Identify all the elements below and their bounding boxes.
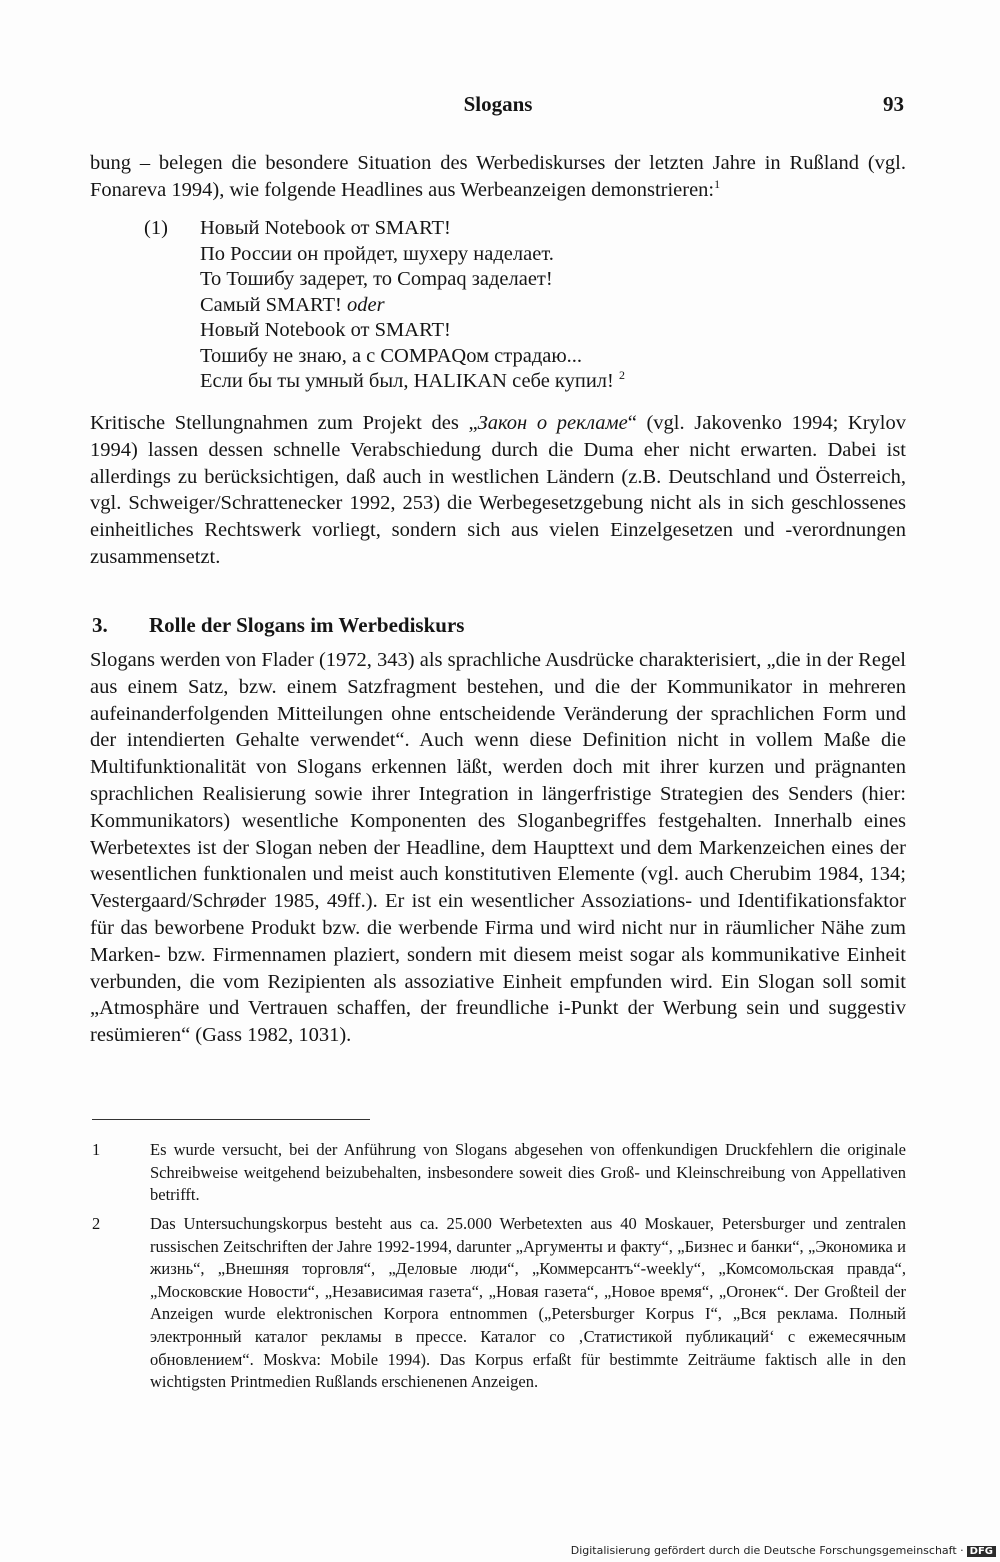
footnote-text: Es wurde versucht, bei der Anführung von Slogans abgesehen von offenkundigen Druckfehlern die originale Schreibweise weitgehend beizubehalten, insbesondere soweit dies Groß- und Kleinschreibung von Appellativen betrifft.	[150, 1140, 906, 1205]
intro-paragraph	[90, 150, 906, 204]
digitization-credit	[571, 1544, 996, 1557]
oder-word: oder	[346, 293, 385, 316]
footnote-text: Das Untersuchungskorpus besteht aus ca. 25.000 Werbetexten aus 40 Moskauer, Petersburger und zentralen russischen Zeitschriften der Jahre 1992-1994, darunter „Аргументы и факту“, „Бизнес и банки“, „Экономика и жизнь“, „Внешняя торговля“, „Деловые люди“, „Коммерсантъ“-weekly“, „Комсомольская правда“, „Московские Новости“, „Независимая газета“, „Новая газета“, „Новое время“, „Огонек“. Der Großteil der Anzeigen wurde elektronischen Korpora entnommen („Petersburger Korpus I“, „Вся реклама. Полный электронный каталог рекламы в прессе. Каталог со ‚Статистикой публикаций‘ с ежемесячным обновлением“. Moskva: Mobile 1994). Das Korpus erfaßt für bestimmte Zeiträume faktisch alle in den wichtigsten Printmedien Rußlands erschienenen Anzeigen.	[150, 1214, 906, 1392]
example-line: Новый Notebook от SMART!	[200, 217, 451, 239]
example-line: Самый SMART!	[200, 293, 342, 316]
example-line-with-ref	[200, 369, 625, 395]
running-header	[92, 92, 904, 130]
example-line: Если бы ты умный был, HALIKAN себе купил!	[200, 370, 614, 392]
law-title: Закон о рекламе	[477, 412, 628, 434]
paragraph-critique	[90, 410, 906, 571]
footnote-ref-2[interactable]: 2	[618, 368, 625, 382]
page-number: 93	[883, 92, 904, 116]
example-line: Тошибу не знаю, а с COMPAQом страдаю...	[200, 344, 583, 367]
example-lines	[200, 216, 625, 395]
example-line: По России он пройдет, шухеру наделает.	[200, 242, 554, 265]
example-number: (1)	[144, 217, 168, 239]
section-number: 3.	[92, 613, 108, 637]
footnote-1	[92, 1139, 906, 1207]
section-title: Rolle der Slogans im Werbediskurs	[149, 613, 465, 637]
para1-text-b: “ (vgl. Jakovenko 1994; Krylov 1994) lassen dessen schnelle Verabschiedung durch die Duma eher nicht erwarten. Dabei ist allerdings zu berücksichtigen, daß auch in westlichen Ländern (z.B. Deutschland und Österreich, vgl. Schweiger/Schrattenecker 1992, 253) die Werbegesetzgebung nicht als in sich geschlossenes einheitliches Rechtswerk vorliegt, sondern sich aus vielen Einzelgesetzen und -verordnungen zusammensetzt.	[90, 412, 907, 568]
intro-text: bung – belegen die besondere Situation des Werbediskurses der letzten Jahre in Rußland (vgl. Fonareva 1994), wie folgende Headlines aus Werbeanzeigen demonstrieren:	[90, 152, 906, 201]
running-title: Slogans	[463, 92, 533, 116]
footnote-2	[92, 1213, 906, 1394]
example-line: Новый Notebook от SMART!	[200, 319, 451, 341]
footnote-separator	[92, 1119, 370, 1120]
section-heading	[92, 613, 464, 638]
footnote-number: 1	[92, 1140, 101, 1159]
paragraph-slogans: Slogans werden von Flader (1972, 343) als sprachliche Ausdrücke charakterisiert, „die in der Regel aus einem Satz, bzw. einem Satzfragment bestehen, und die der Kommunikator in mehreren aufeinanderfolgenden Mitteilungen ohne entscheidende Veränderung der sprachlichen Form und der intendierten Gehalte verwendet“. Auch wenn diese Definition nicht in vollem Maße die Multifunktionalität von Slogans erkennen läßt, werden doch mit ihrer kurzen und prägnanten sprachlichen Realisierung sowie ihrer Integration in längerfristige Strategien des Senders (hier: Kommunikators) wesentliche Komponenten des Sloganbegriffes festgehalten. Innerhalb eines Werbetextes ist der Slogan neben der Headline, dem Haupttext und dem Markenzeichen eines der wesentlichen funktionalen und meist auch konstitutiven Elemente (vgl. auch Cherubim 1984, 134; Vestergaard/Schrøder 1985, 49ff.). Er ist ein wesentlicher Assoziations- und Identifikationsfaktor für das beworbene Produkt bzw. die werbende Firma und wird nicht nur in räumlicher Nähe zum Marken- bzw. Firmennamen plaziert, sondern mit diesem meist sogar als kommunikative Einheit verbunden, die vom Rezipienten als assoziative Einheit empfunden wird. Ein Slogan soll somit „Atmosphäre und Vertrauen schaffen, der freundliche i-Punkt der Werbung sein und suggestiv resümieren“ (Gass 1982, 1031).	[90, 649, 906, 1047]
footnote-number: 2	[92, 1214, 101, 1233]
credit-text: Digitalisierung gefördert durch die Deutsche Forschungsgemeinschaft ·	[570, 1544, 964, 1557]
example-line: То Тошибу задерет, то Compaq заделает!	[200, 268, 553, 290]
footnote-ref-1[interactable]: 1	[714, 176, 721, 191]
example-line-with-oder	[200, 293, 625, 319]
para1-text-a: Kritische Stellungnahmen zum Projekt des „	[90, 412, 478, 434]
dfg-logo: DFG	[967, 1546, 996, 1557]
